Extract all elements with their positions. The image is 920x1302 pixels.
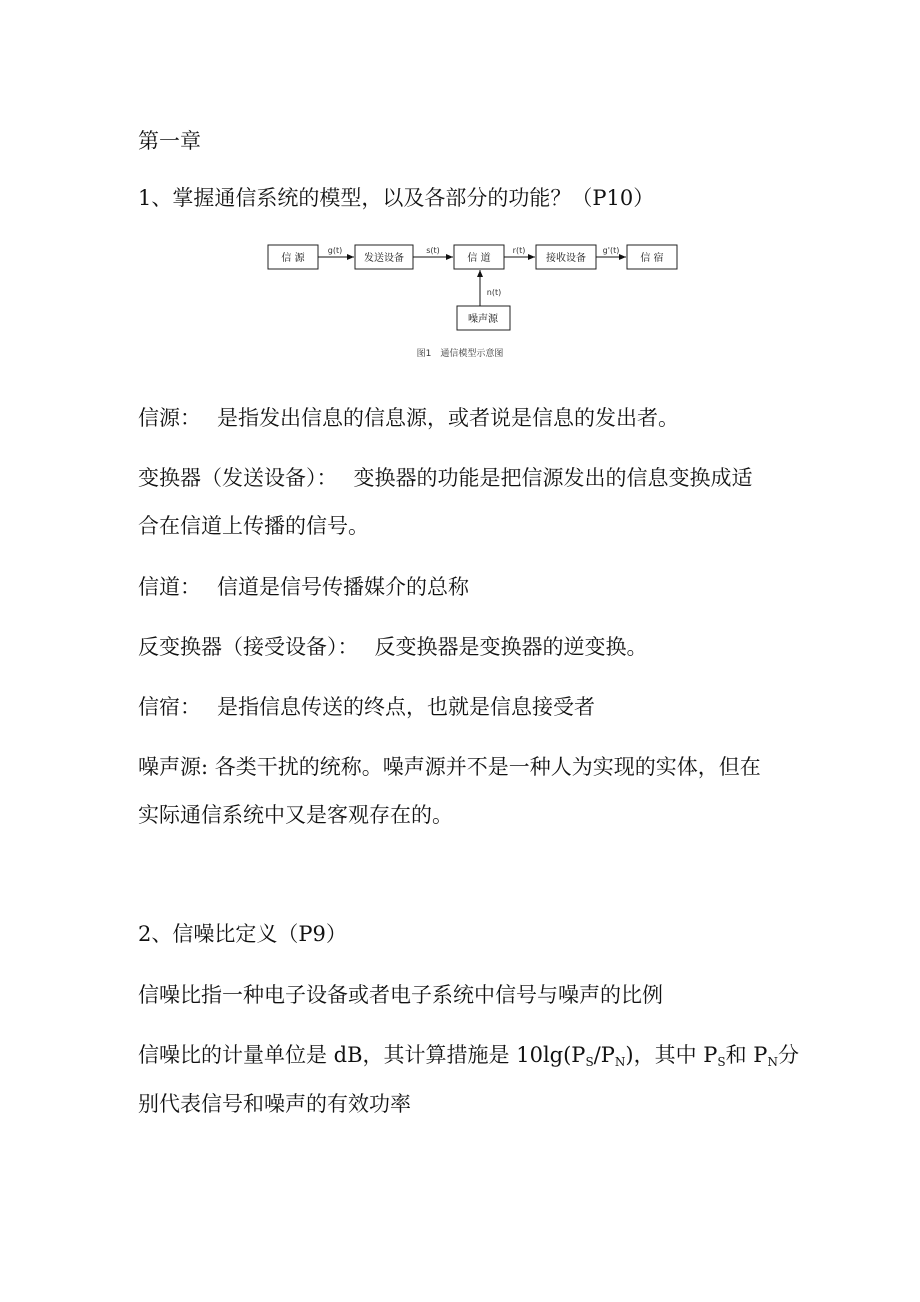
- diagram-caption: 图1 通信模型示意图: [416, 349, 504, 359]
- item-sink-term: 信宿：: [138, 695, 201, 719]
- item-sink: [138, 693, 595, 721]
- question-1-title: 1、掌握通信系统的模型，以及各部分的功能？（P10）: [138, 186, 655, 210]
- item-channel: [138, 573, 469, 601]
- item-source-desc: 是指发出信息的信息源，或者说是信息的发出者。: [217, 406, 679, 430]
- block-source-label: 信 源: [281, 253, 305, 264]
- block-transmitter-label: 发送设备: [364, 253, 404, 264]
- formula-part-1: 信噪比的计量单位是 dB，其计算措施是 10lg(P: [138, 1043, 586, 1067]
- item-noise-term: 噪声源:: [138, 755, 209, 779]
- item-transmitter: [138, 464, 753, 492]
- formula-sub-n-1: N: [614, 1055, 626, 1069]
- signal-g-prime-label: g'(t): [602, 246, 620, 255]
- formula-part-5: 分: [777, 1043, 799, 1067]
- item-source-term: 信源：: [138, 406, 201, 430]
- signal-n-label: n(t): [486, 288, 502, 297]
- formula-part-4: 和 P: [725, 1043, 768, 1067]
- formula-sub-n-2: N: [767, 1055, 778, 1069]
- formula-sub-s-1: S: [585, 1055, 594, 1069]
- item-receiver-term: 反变换器（接受设备）：: [138, 635, 359, 659]
- item-noise-continued: 实际通信系统中又是客观存在的。: [138, 803, 453, 827]
- item-noise: [138, 753, 761, 781]
- item-receiver-desc: 反变换器是变换器的逆变换。: [374, 635, 648, 659]
- item-transmitter-desc: 变换器的功能是把信源发出的信息变换成适: [353, 466, 753, 490]
- formula-sub-s-2: S: [717, 1055, 726, 1069]
- block-sink-label: 信 宿: [640, 253, 664, 264]
- block-receiver-label: 接收设备: [546, 253, 586, 264]
- item-receiver: [138, 633, 648, 661]
- snr-formula-line: [138, 1041, 799, 1069]
- item-transmitter-continued: 合在信道上传播的信号。: [138, 514, 369, 538]
- formula-part-3: )，其中 P: [625, 1043, 718, 1067]
- formula-part-2: /P: [593, 1043, 615, 1067]
- block-noise-source-label: 噪声源: [468, 314, 498, 325]
- block-channel-label: 信 道: [467, 253, 491, 264]
- snr-formula-continued: 别代表信号和噪声的有效功率: [138, 1092, 411, 1116]
- snr-definition: 信噪比指一种电子设备或者电子系统中信号与噪声的比例: [138, 983, 663, 1007]
- signal-s-label: s(t): [426, 246, 440, 255]
- item-source: [138, 404, 679, 432]
- item-channel-desc: 信道是信号传播媒介的总称: [217, 575, 469, 599]
- question-2-title: 2、信噪比定义（P9）: [138, 922, 347, 946]
- signal-r-label: r(t): [512, 246, 526, 255]
- signal-g-label: g(t): [327, 246, 343, 255]
- communication-model-diagram: [0, 236, 920, 366]
- item-noise-desc: 各类干扰的统称。噪声源并不是一种人为实现的实体，但在: [214, 755, 761, 779]
- item-sink-desc: 是指信息传送的终点，也就是信息接受者: [217, 695, 595, 719]
- item-channel-term: 信道：: [138, 575, 201, 599]
- item-transmitter-term: 变换器（发送设备）：: [138, 466, 338, 490]
- chapter-heading: 第一章: [138, 129, 201, 153]
